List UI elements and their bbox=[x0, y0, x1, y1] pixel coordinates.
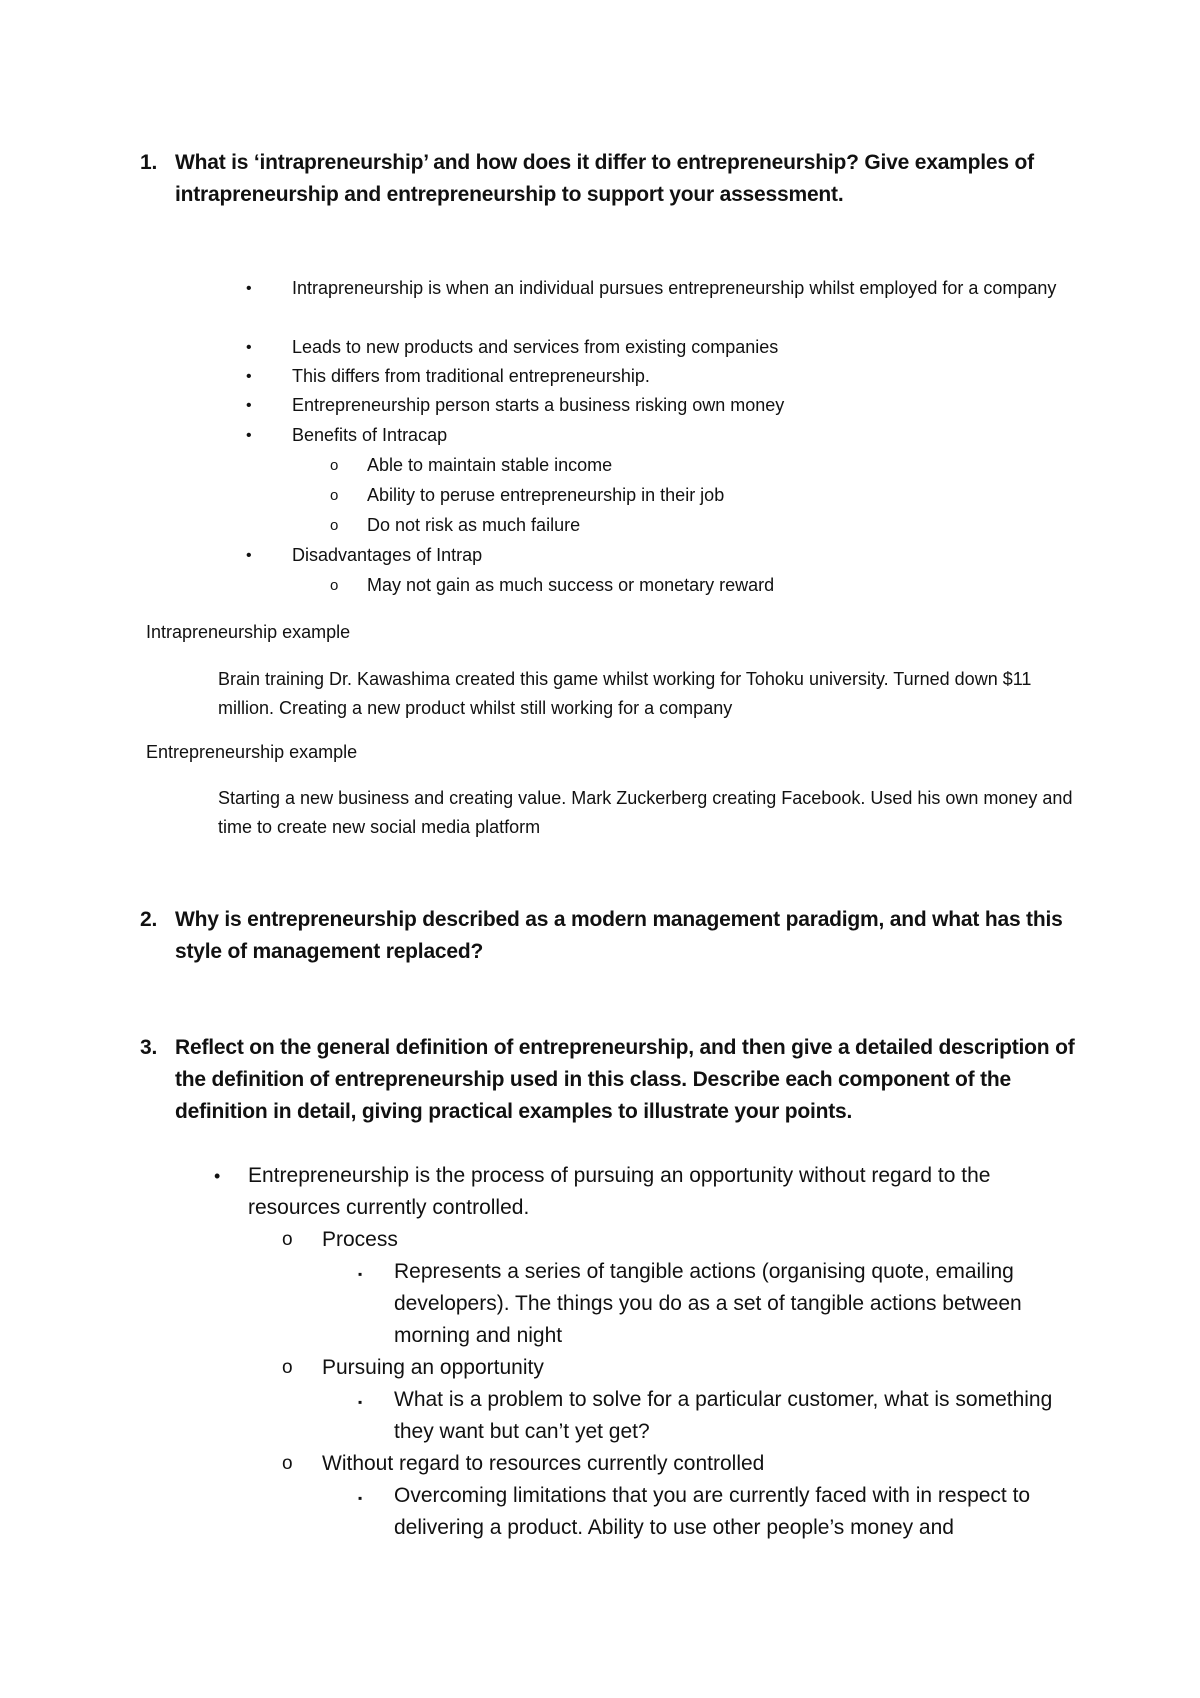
question-text: What is ‘intrapreneurship’ and how does it differ to entrepreneurship? Give examples of intrapreneurship and entrepreneurship to support your assessment. bbox=[175, 151, 1034, 206]
question-number: 2. bbox=[140, 908, 158, 931]
list-item-text: Overcoming limitations that you are currently faced with in respect to delivering a product. Ability to use other people’s money and bbox=[394, 1484, 1031, 1539]
question-number: 3. bbox=[140, 1036, 158, 1059]
list-item-text: Do not risk as much failure bbox=[367, 515, 581, 535]
list-item bbox=[248, 274, 1058, 303]
list-item bbox=[330, 571, 1140, 600]
circle-bullet-icon: o bbox=[282, 1229, 293, 1250]
list-item bbox=[248, 333, 1058, 362]
bullet-icon: • bbox=[246, 397, 252, 414]
list-item-text: Without regard to resources currently controlled bbox=[322, 1452, 765, 1475]
list-item-text: Entrepreneurship is the process of pursuing an opportunity without regard to the resources currently controlled. bbox=[248, 1164, 991, 1219]
intrapreneurship-example-text: Brain training Dr. Kawashima created this game whilst working for Tohoku university. Turned down $11 million. Creating a new product whilst still working for a company bbox=[218, 669, 1032, 718]
question-text: Reflect on the general definition of entrepreneurship, and then give a detailed description of the definition of entrepreneurship used in this class. Describe each component of the definition in detail, giving practical examples to illustrate your points. bbox=[175, 1036, 1075, 1123]
list-item-text: Process bbox=[322, 1228, 398, 1251]
circle-bullet-icon: o bbox=[282, 1453, 293, 1474]
list-item bbox=[248, 362, 1058, 391]
bullet-icon: • bbox=[246, 339, 252, 356]
list-item-text: Disadvantages of Intrap bbox=[292, 545, 483, 565]
list-item bbox=[282, 1352, 1102, 1384]
list-item-text: Represents a series of tangible actions (organising quote, emailing developers). The things you do as a set of tangible actions between morning and night bbox=[394, 1260, 1022, 1347]
list-item bbox=[248, 421, 1058, 450]
list-item-text: What is a problem to solve for a particular customer, what is something they want but can’t yet get? bbox=[394, 1388, 1053, 1443]
list-item bbox=[354, 1384, 1074, 1448]
question-3 bbox=[140, 1032, 1080, 1128]
square-bullet-icon: ▪ bbox=[358, 1395, 363, 1409]
list-item bbox=[330, 451, 1140, 480]
list-item-text: Ability to peruse entrepreneurship in their job bbox=[367, 485, 725, 505]
list-item bbox=[282, 1448, 1102, 1480]
bullet-icon: • bbox=[246, 368, 252, 385]
list-item bbox=[248, 541, 1058, 570]
square-bullet-icon: ▪ bbox=[358, 1491, 363, 1505]
circle-bullet-icon: o bbox=[330, 577, 339, 594]
list-item bbox=[206, 1160, 1026, 1224]
intrapreneurship-example-label: Intrapreneurship example bbox=[146, 622, 351, 642]
circle-bullet-icon: o bbox=[330, 517, 339, 534]
list-item bbox=[330, 481, 1140, 510]
list-item bbox=[282, 1224, 1102, 1256]
entrepreneurship-example-label: Entrepreneurship example bbox=[146, 742, 358, 762]
list-item-text: Pursuing an opportunity bbox=[322, 1356, 544, 1379]
bullet-icon: • bbox=[246, 547, 252, 564]
bullet-icon: • bbox=[214, 1166, 221, 1186]
list-item-text: Entrepreneurship person starts a business risking own money bbox=[292, 395, 785, 415]
bullet-icon: • bbox=[246, 280, 252, 297]
question-1 bbox=[140, 147, 1080, 211]
question-text: Why is entrepreneurship described as a modern management paradigm, and what has this style of management replaced? bbox=[175, 908, 1063, 963]
question-2 bbox=[140, 904, 1080, 968]
entrepreneurship-example-text: Starting a new business and creating value. Mark Zuckerberg creating Facebook. Used his own money and time to create new social media platform bbox=[218, 788, 1073, 837]
list-item-text: Leads to new products and services from existing companies bbox=[292, 337, 779, 357]
bullet-icon: • bbox=[246, 427, 252, 444]
list-item-text: Benefits of Intracap bbox=[292, 425, 448, 445]
list-item-text: Intrapreneurship is when an individual pursues entrepreneurship whilst employed for a company bbox=[292, 278, 1057, 298]
question-number: 1. bbox=[140, 151, 158, 174]
circle-bullet-icon: o bbox=[330, 487, 339, 504]
list-item bbox=[354, 1480, 1074, 1544]
list-item bbox=[330, 511, 1140, 540]
circle-bullet-icon: o bbox=[330, 457, 339, 474]
square-bullet-icon: ▪ bbox=[358, 1267, 363, 1281]
list-item-text: May not gain as much success or monetary reward bbox=[367, 575, 775, 595]
list-item-text: This differs from traditional entrepreneurship. bbox=[292, 366, 650, 386]
list-item bbox=[248, 391, 1058, 420]
list-item bbox=[354, 1256, 1074, 1352]
circle-bullet-icon: o bbox=[282, 1357, 293, 1378]
list-item-text: Able to maintain stable income bbox=[367, 455, 613, 475]
